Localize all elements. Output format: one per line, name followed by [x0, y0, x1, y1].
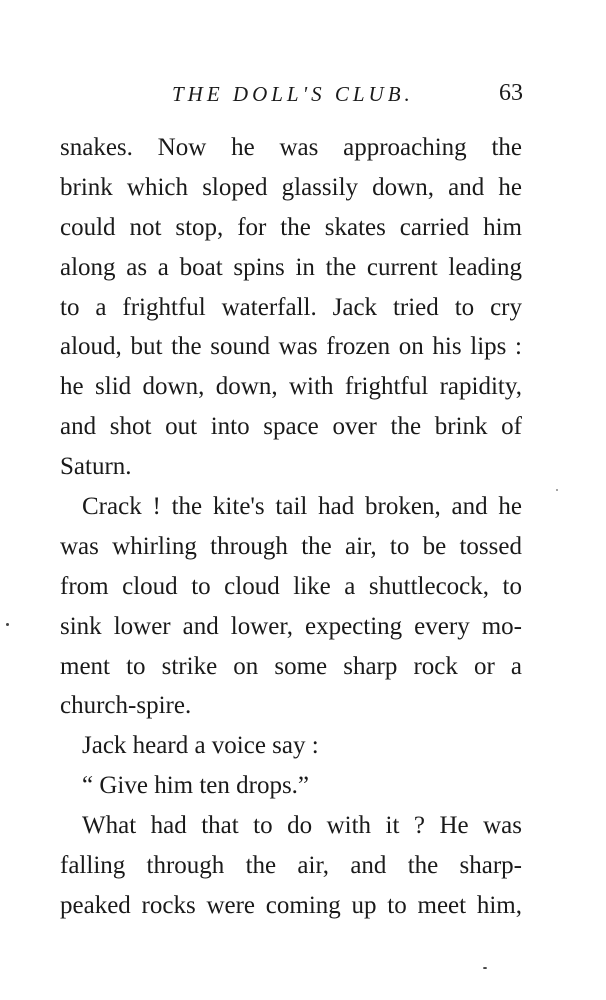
text-line: was whirling through the air, to be tossed — [60, 532, 522, 560]
text-line: falling through the air, and the sharp- — [60, 852, 522, 880]
text-line: he slid down, down, with frightful rapidity, — [60, 373, 522, 401]
running-head — [60, 82, 525, 112]
text-line: What had that to do with it ? He was — [82, 812, 522, 840]
text-line: along as a boat spins in the current leading — [60, 253, 522, 281]
text-line: to a frightful waterfall. Jack tried to cry — [60, 293, 522, 321]
text-line: Jack heard a voice say : — [82, 732, 319, 760]
text-line: “ Give him ten drops.” — [82, 772, 310, 800]
text-line: sink lower and lower, expecting every mo- — [60, 612, 522, 640]
text-line: Crack ! the kite's tail had broken, and he — [82, 493, 522, 521]
text-line: from cloud to cloud like a shuttlecock, to — [60, 572, 522, 600]
print-speck — [6, 623, 9, 626]
text-line: and shot out into space over the brink of — [60, 413, 522, 441]
page-number: 63 — [499, 80, 523, 106]
text-line: could not stop, for the skates carried him — [60, 213, 522, 241]
text-line: ment to strike on some sharp rock or a — [60, 652, 522, 680]
text-line: Saturn. — [60, 453, 132, 481]
text-line: aloud, but the sound was frozen on his lips : — [60, 333, 522, 361]
print-speck — [556, 489, 558, 491]
text-line: peaked rocks were coming up to meet him, — [60, 891, 522, 919]
text-line: brink which sloped glassily down, and he — [60, 173, 522, 201]
body-text — [60, 128, 522, 926]
text-line: church-spire. — [60, 692, 192, 720]
running-title: THE DOLL'S CLUB. — [172, 82, 414, 106]
print-speck — [483, 967, 487, 969]
text-line: snakes. Now he was approaching the — [60, 134, 522, 161]
